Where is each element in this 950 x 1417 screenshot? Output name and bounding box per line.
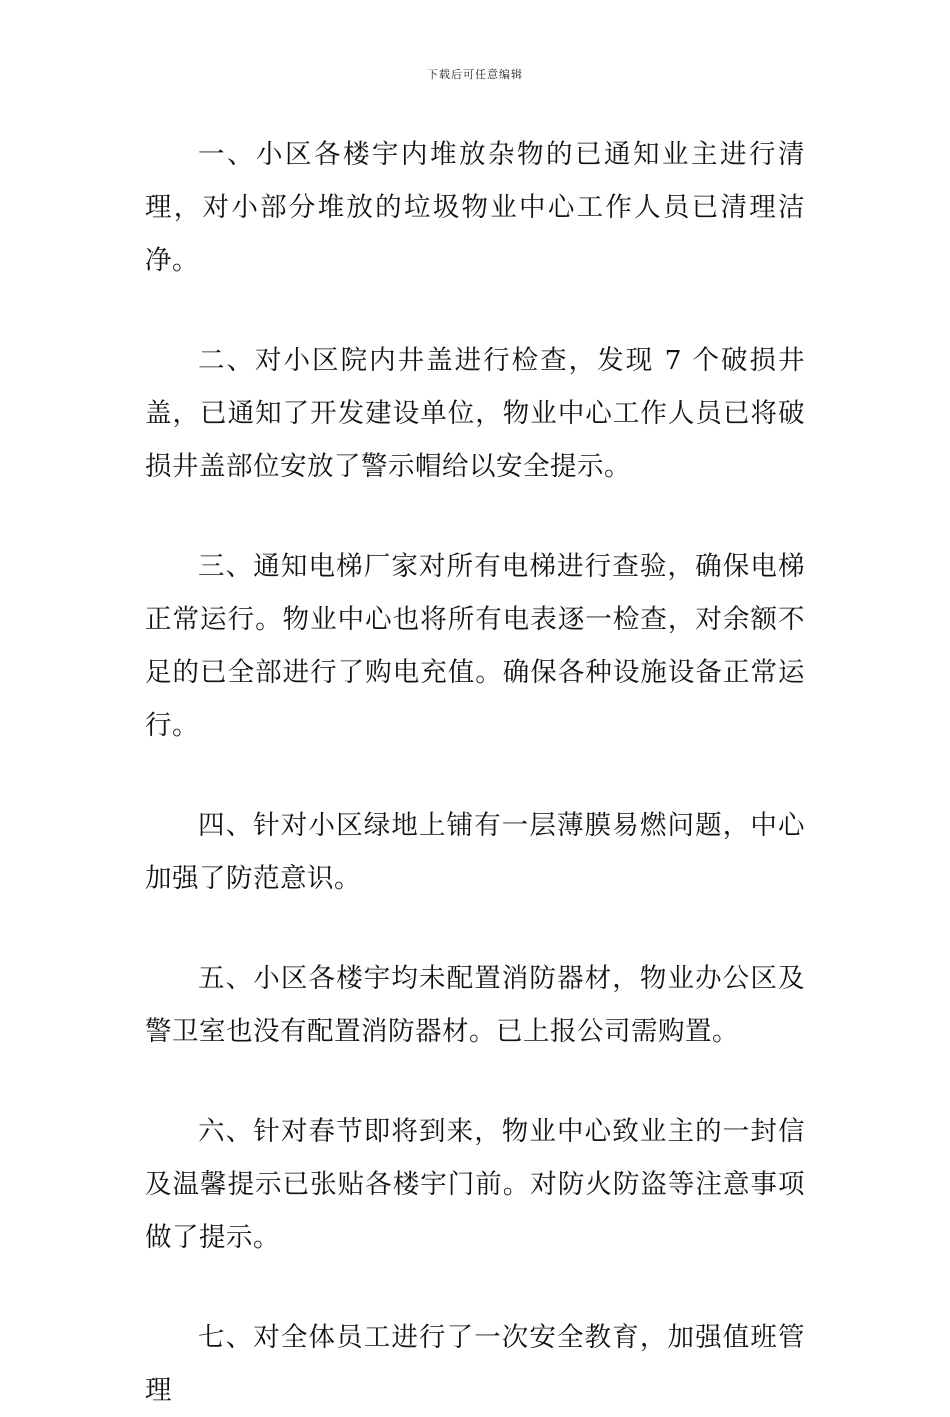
paragraph-2: 二、对小区院内井盖进行检查，发现 7 个破损井盖，已通知了开发建设单位，物业中心工作人员已将破损井盖部位安放了警示帽给以安全提示。 [145, 345, 805, 482]
paragraph-5: 五、小区各楼宇均未配置消防器材，物业办公区及警卫室也没有配置消防器材。已上报公司需购置。 [145, 963, 805, 1047]
paragraph-6: 六、针对春节即将到来，物业中心致业主的一封信及温馨提示已张贴各楼宇门前。对防火防盗等注意事项做了提示。 [145, 1116, 805, 1253]
paragraph-1: 一、小区各楼宇内堆放杂物的已通知业主进行清理，对小部分堆放的垃圾物业中心工作人员已清理洁净。 [145, 139, 805, 276]
paragraph-3: 三、通知电梯厂家对所有电梯进行查验，确保电梯正常运行。物业中心也将所有电表逐一检查，对余额不足的已全部进行了购电充值。确保各种设施设备正常运行。 [145, 551, 805, 741]
header-note: 下载后可任意编辑 [427, 68, 523, 81]
paragraph-4: 四、针对小区绿地上铺有一层薄膜易燃问题，中心加强了防范意识。 [145, 810, 805, 894]
paragraph-7: 七、对全体员工进行了一次安全教育，加强值班管理 [145, 1322, 805, 1406]
document-body [145, 128, 805, 1417]
